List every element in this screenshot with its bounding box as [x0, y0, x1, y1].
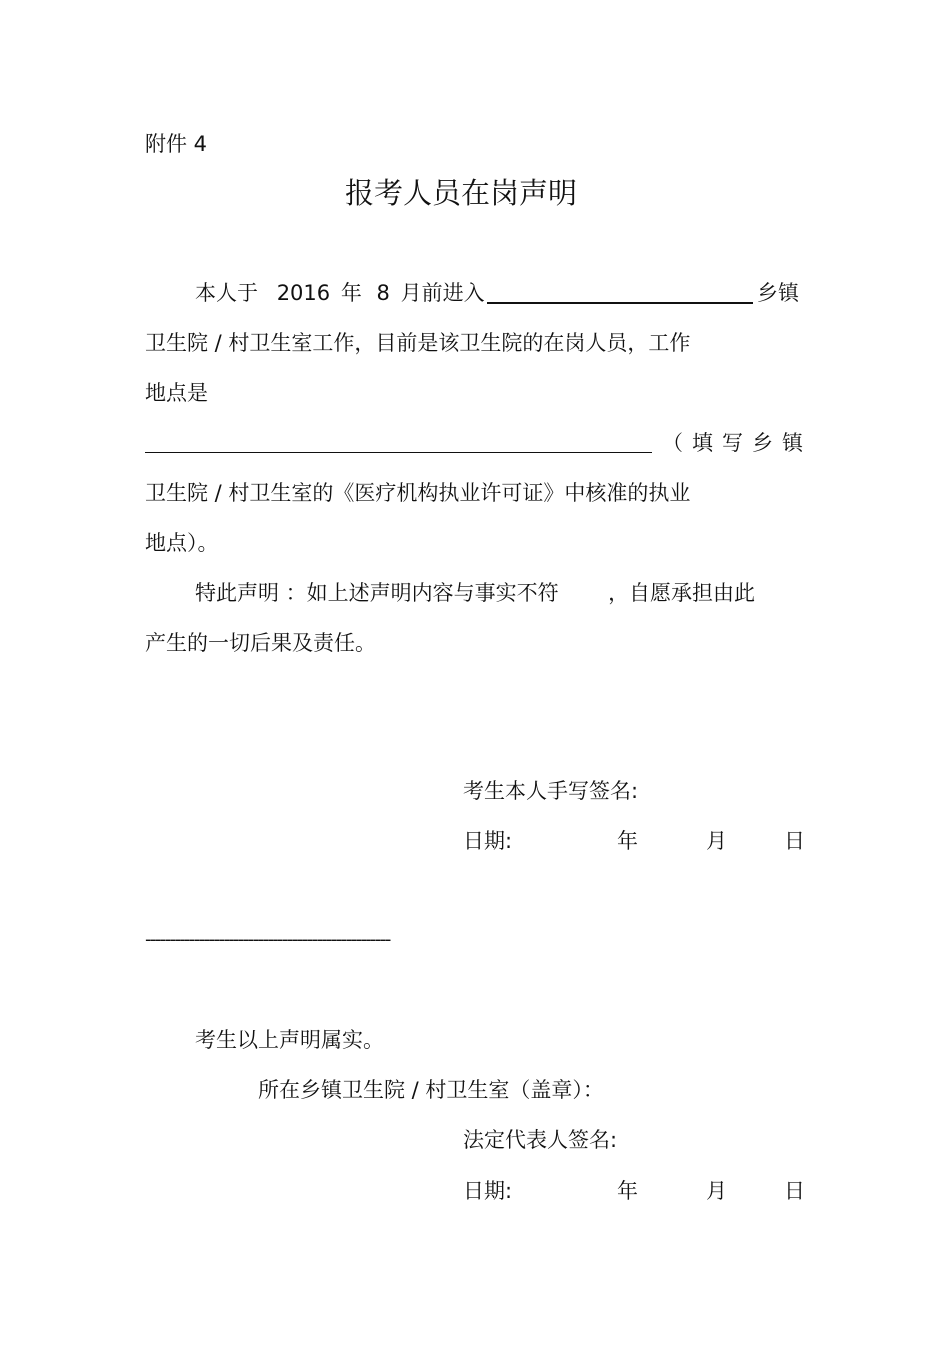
para2-line2: 产生的一切后果及责任。: [145, 631, 376, 655]
para1-after-blank: 乡镇: [757, 281, 799, 305]
para1-month: 8: [376, 281, 390, 305]
para2-part2: ，自愿承担由此: [608, 581, 756, 605]
para1-year-unit: 年: [340, 281, 362, 305]
para1-line6: 地点）。: [145, 531, 219, 555]
candidate-date-month: 月: [706, 829, 727, 853]
attachment-label: 附件 4: [145, 132, 208, 156]
para1-year: 2016: [276, 281, 331, 305]
institution-date-label: 日期:: [463, 1179, 513, 1203]
candidate-date-label: 日期:: [463, 829, 513, 853]
para1-line2: 卫生院 / 村卫生室工作，目前是该卫生院的在岗人员，工作: [145, 331, 691, 355]
dashed-divider: --------------------------------------------------: [145, 929, 390, 950]
para2-part1: 特此声明 ：如上述声明内容与事实不符: [195, 581, 559, 605]
institution-seal-label: 所在乡镇卫生院 / 村卫生室（盖章）：: [258, 1078, 604, 1102]
work-location-blank[interactable]: [145, 452, 652, 453]
township-blank[interactable]: [487, 302, 753, 304]
institution-date-month: 月: [706, 1179, 727, 1203]
para2-line1: [195, 580, 755, 606]
candidate-date-day: 日: [784, 829, 805, 853]
para1-line3: 地点是: [145, 381, 208, 405]
para1-line1: [195, 280, 485, 306]
candidate-date-year: 年: [617, 829, 638, 853]
para1-month-rest: 月前进入: [400, 281, 485, 305]
document-title: 报考人员在岗声明: [344, 176, 577, 210]
para1-line5: 卫生院 / 村卫生室的《医疗机构执业许可证》中核准的执业: [145, 481, 691, 505]
para1-fill-note: （填写乡镇: [662, 431, 812, 455]
para1-lead: 本人于: [195, 281, 258, 305]
confirm-statement: 考生以上声明属实。: [195, 1028, 384, 1052]
institution-date-day: 日: [784, 1179, 805, 1203]
legal-rep-signature-label: 法定代表人签名:: [463, 1128, 618, 1152]
institution-date-year: 年: [617, 1179, 638, 1203]
candidate-signature-label: 考生本人手写签名:: [463, 779, 639, 803]
